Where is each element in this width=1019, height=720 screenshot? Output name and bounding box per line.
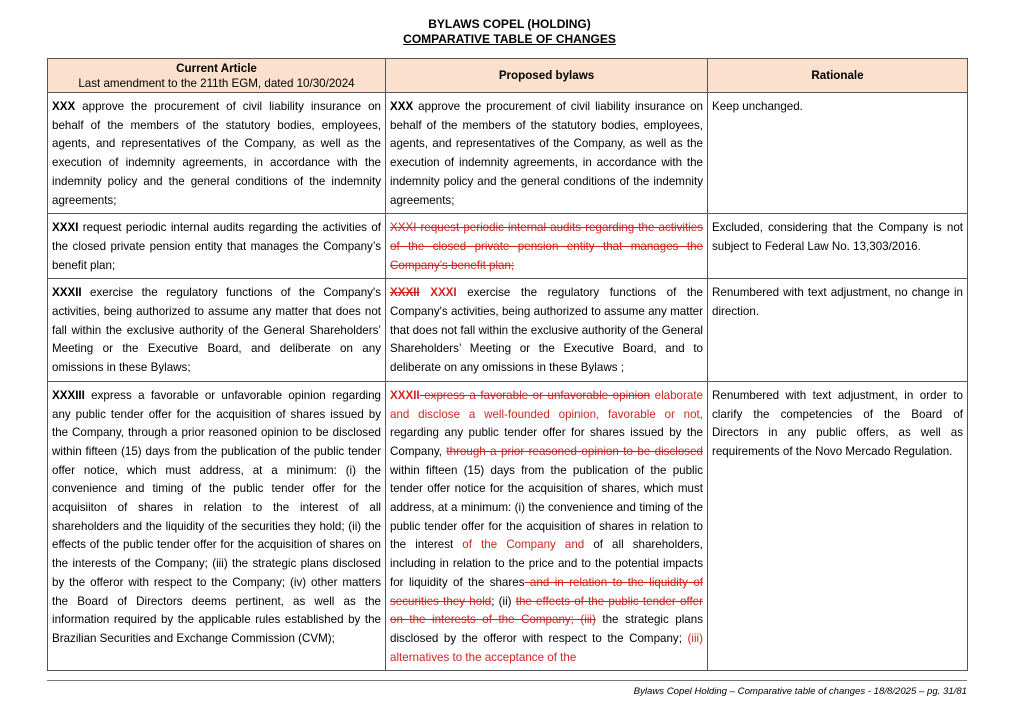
header-rationale: Rationale <box>708 59 968 93</box>
article-text: exercise the regulatory functions of the Company's activities, being authorized to assume any matter that does not fall within the exclusive authority of the General Shareholders’ Meeting or the Executive Board, and to deliberate on any omissions in these Bylaws ; <box>390 286 703 375</box>
rationale-cell: Excluded, considering that the Company is not subject to Federal Law No. 13,303/2016. <box>708 214 968 279</box>
deleted-article-number: XXXII <box>390 286 420 300</box>
article-number: XXXIII <box>52 388 85 402</box>
inserted-text: (iii) alternatives to the acceptance of the <box>390 631 703 664</box>
article-text: regarding any public tender offer for shares issued by the Company, <box>390 426 703 458</box>
current-article-cell <box>48 279 386 382</box>
document-subtitle: COMPARATIVE TABLE OF CHANGES <box>403 32 616 46</box>
current-article-cell <box>48 381 386 671</box>
article-text: ; (ii) <box>491 594 516 608</box>
rationale-cell: Renumbered with text adjustment, no change in direction. <box>708 279 968 382</box>
proposed-article-cell <box>386 279 708 382</box>
deleted-text: and in relation to the liquidity of securities they hold <box>390 575 704 608</box>
rationale-cell: Keep unchanged. <box>708 93 968 214</box>
table-header-row <box>48 59 968 93</box>
table-row <box>48 93 968 214</box>
article-text: approve the procurement of civil liability insurance on behalf of the members of the statutory bodies, employees, agents, and representatives of the Company, as well as the execution of indemnity agreements, in accordance with the indemnity policy and the general conditions of the indemnity agreements; <box>390 100 703 207</box>
comparative-table <box>47 58 968 671</box>
deleted-text: express a favorable or unfavorable opinion <box>419 388 651 402</box>
table-row <box>48 381 968 671</box>
header-current-article <box>48 59 386 93</box>
article-text: request periodic internal audits regarding the activities of the closed private pension entity that manages the Company’s benefit plan; <box>52 221 381 272</box>
page-footer: Bylaws Copel Holding – Comparative table of changes - 18/8/2025 – pg. 31/81 <box>633 686 967 697</box>
article-number: XXXI <box>52 221 79 235</box>
table-row <box>48 279 968 382</box>
article-text: approve the procurement of civil liability insurance on behalf of the members of the statutory bodies, employees, agents, and representatives of the Company, as well as the execution of indemnity agreements, in accordance with the indemnity policy and the general conditions of the indemnity agreements; <box>52 100 381 207</box>
inserted-text: elaborate and disclose a well-founded opinion, favorable or not, <box>390 388 703 421</box>
deleted-text: the effects of the public tender offer on the interests of the Company; (iii) <box>390 594 703 627</box>
header-current-subtitle: Last amendment to the 211th EGM, dated 10/30/2024 <box>78 76 355 90</box>
header-proposed-bylaws: Proposed bylaws <box>386 59 708 93</box>
current-article-cell <box>48 93 386 214</box>
article-number: XXX <box>390 100 414 113</box>
document-header <box>0 17 1019 47</box>
document-title: BYLAWS COPEL (HOLDING) <box>428 17 591 31</box>
header-current-title: Current Article <box>176 61 257 75</box>
proposed-article-cell <box>386 381 708 671</box>
proposed-article-cell <box>386 214 708 279</box>
article-number: XXXII <box>52 286 82 300</box>
current-article-cell <box>48 214 386 279</box>
rationale-cell: Renumbered with text adjustment, in order to clarify the competencies of the Board of Directors in any public offers, as well as requirements of the Novo Mercado Regulation. <box>708 381 968 671</box>
inserted-text: of the Company and <box>462 538 585 552</box>
article-text: of all shareholders, including in relation to the price and to the potential impacts for liquidity of the shares <box>390 538 703 589</box>
deleted-text: through a prior reasoned opinion to be disclosed <box>446 444 703 458</box>
proposed-article-cell <box>386 93 708 214</box>
new-article-number: XXXII <box>390 388 420 402</box>
new-article-number: XXXI <box>419 286 457 300</box>
deleted-text: XXXI request periodic internal audits regarding the activities of the closed private pension entity that manages the Company’s benefit plan; <box>390 221 703 272</box>
article-text: exercise the regulatory functions of the Company's activities, being authorized to assume any matter that does not fall within the exclusive authority of the General Shareholders’ Meeting or the Executive Board, and deliberate on any omissions in these Bylaws; <box>52 286 381 375</box>
article-text: the strategic plans disclosed by the offeror with respect to the Company; <box>390 613 703 645</box>
footer-divider <box>47 680 967 681</box>
table-row <box>48 214 968 279</box>
article-number: XXX <box>52 100 76 113</box>
article-text: within fifteen (15) days from the publication of the public tender offer notice for the acquisition of shares, which must address, at a minimum: (i) the convenience and timing of the public tender offer for the acquisition of shares in relation to the interest <box>390 463 703 552</box>
article-text: express a favorable or unfavorable opinion regarding any public tender offer for the acquisition of shares issued by the Company, through a prior reasoned opinion to be disclosed within fifteen (15) days from the publication of the public tender offer notice, which must address, at a minimum: (i) the convenience and timing of the public tender offer for the acquisiiton of shares in relation to the interest of all shareholders and the liquidity of the securities they hold; (ii) the effects of the public tender offer for the acquisition of shares on the interests of the Company; (iii) the strategic plans disclosed by the offeror with respect to the Company; (iv) other matters the Board of Directors deems pertinent, as well as the information required by the applicable rules established by the Brazilian Securities and Exchange Commission (CVM); <box>52 388 381 645</box>
